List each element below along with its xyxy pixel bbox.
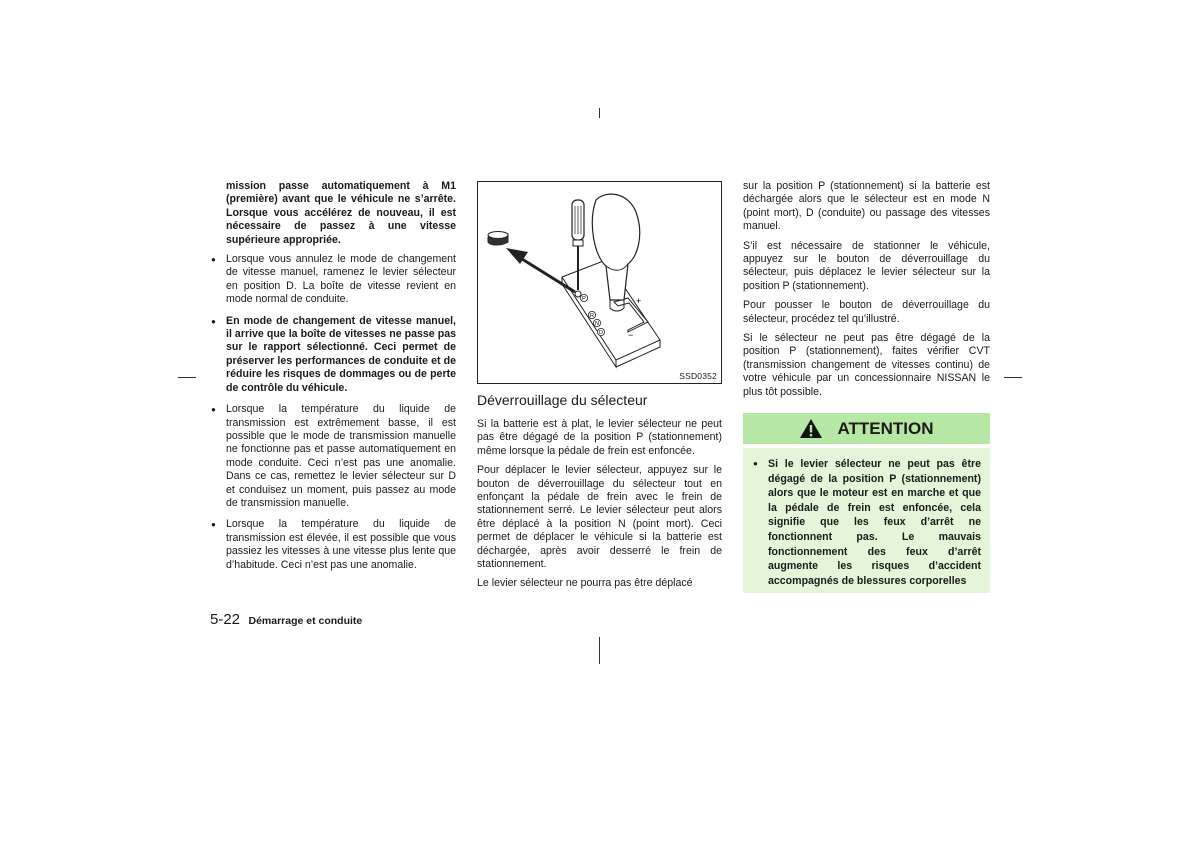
warning-bullet-list bbox=[752, 457, 981, 588]
paragraph: Le levier sélecteur ne pourra pas être déplacé bbox=[477, 577, 693, 590]
paragraph: Si le sélecteur ne peut pas être dégagé de la position P (stationnement), faites vérifier CVT (transmission changement de vitesses continu) de votre véhicule par un concessionnaire NISSAN le plus tôt possible. bbox=[743, 332, 990, 398]
list-item: ● En mode de changement de vitesse manuel, il arrive que la boîte de vitesses ne passe pas sur le rapport sélectionné. Ceci permet de préserver les performances de conduite et de réduire les risques de dommages ou de perte de contrôle du véhicule. bbox=[210, 315, 456, 395]
shift-lever-illustration bbox=[478, 182, 721, 383]
selector-release-figure bbox=[477, 181, 722, 384]
figure-code: SSD0352 bbox=[679, 371, 717, 381]
crop-mark-left bbox=[178, 377, 196, 378]
warning-header bbox=[743, 413, 990, 444]
gate-label-r: R bbox=[590, 313, 594, 319]
paragraph: sur la position P (stationnement) si la batterie est déchargée alors que le sélecteur est en mode N (point mort), D (conduite) ou passage des vitesses manuel. bbox=[743, 180, 990, 233]
gate-label-d: D bbox=[599, 330, 603, 336]
left-bullet-list bbox=[210, 253, 456, 572]
chapter-title: Démarrage et conduite bbox=[248, 615, 363, 627]
crop-mark-top bbox=[599, 108, 600, 118]
crop-mark-bottom bbox=[599, 637, 600, 664]
list-item: ● Lorsque la température du liquide de transmission est extrêmement basse, il est possible que le mode de transmission manuelle ne fonctionne pas et passe automatiquement en mode conduite. Ceci n’est pas une anomalie. Dans ce cas, remettez le levier sélecteur sur D et conduisez un moment, puis passez au mode de transmission manuelle. bbox=[210, 403, 456, 510]
list-item: ● Lorsque vous annulez le mode de changement de vitesse manuel, ramenez le levier sélecteur en position D. La boîte de vitesse revient en mode normal de conduite. bbox=[210, 253, 456, 307]
list-item: ● Lorsque la température du liquide de transmission est élevée, il est possible que vous passiez les vitesses à une vitesse plus lente que d’habitude. Ceci n’est pas une anomalie. bbox=[210, 518, 456, 572]
page-number: 5-22 bbox=[210, 611, 241, 628]
paragraph: S’il est nécessaire de stationner le véhicule, appuyez sur le bouton de déverrouillage du sélecteur, puis déplacez le levier sélecteur sur la position P (stationnement). bbox=[743, 239, 990, 292]
warning-box bbox=[743, 448, 990, 593]
shift-knob bbox=[592, 194, 639, 300]
paragraph: Si la batterie est à plat, le levier sélecteur ne peut pas être dégagé de la position P (stationnement) même lorsque la pédale de frein est enfoncée. bbox=[477, 418, 722, 457]
section-title: Déverrouillage du sélecteur bbox=[477, 392, 648, 408]
svg-text:+: + bbox=[636, 296, 642, 306]
gate-labels bbox=[580, 294, 604, 336]
warning-title: ATTENTION bbox=[837, 418, 934, 438]
crop-mark-right bbox=[1004, 377, 1022, 378]
left-column bbox=[210, 180, 456, 580]
middle-column bbox=[477, 418, 722, 597]
paragraph: Pour déplacer le levier sélecteur, appuyez sur le bouton de déverrouillage du sélecteur tout en enfonçant la pédale de frein avec le frein de stationnement serré. Le levier sélecteur peut alors être déplacé à la position N (point mort). Ceci permet de déplacer le véhicule si la batterie est déchargée, après avoir desserré le frein de stationnement. bbox=[477, 464, 722, 571]
warning-triangle-icon bbox=[799, 418, 823, 439]
paragraph: Pour pousser le bouton de déverrouillage du sélecteur, procédez tel qu’illustré. bbox=[743, 299, 990, 325]
warning-bullet: ● Si le levier sélecteur ne peut pas être dégagé de la position P (stationnement) alors que le moteur est en marche et que la pédale de frein est enfoncée, cela signifie que les feux d’arrêt ne fonctionnent pas. Le mauvais fonctionnement des feux d’arrêt augmente les risques d’accident accompagnés de blessures corporelles bbox=[752, 457, 981, 588]
svg-text:−: − bbox=[628, 330, 634, 340]
gate-label-p: P bbox=[582, 296, 586, 302]
intro-bold-paragraph: mission passe automatiquement à M1 (première) avant que le véhicule ne s’arrête. Lorsque vous accélérez de nouveau, il est nécessaire de passez à une vitesse supérieure appropriée. bbox=[226, 180, 456, 246]
page-footer bbox=[210, 611, 362, 629]
right-column bbox=[743, 180, 990, 405]
gate-label-n: N bbox=[595, 321, 599, 327]
